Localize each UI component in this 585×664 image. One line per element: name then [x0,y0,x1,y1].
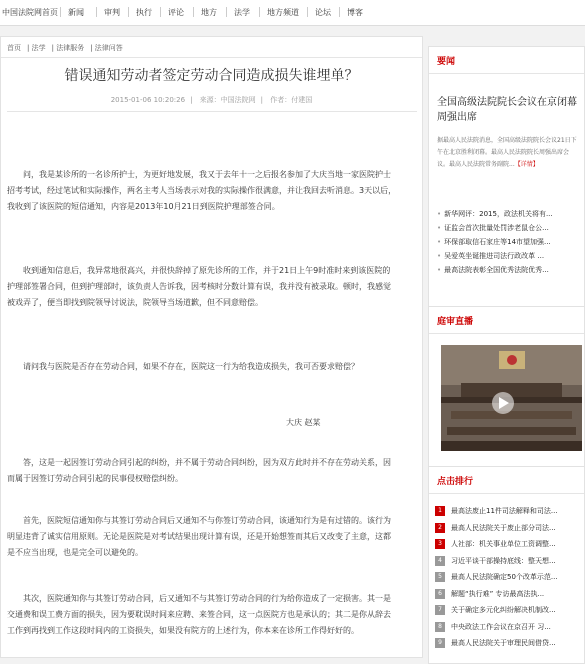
article-paragraph: 收到通知信息后，我异常地很高兴，并很快辞掉了原先诊所的工作，并于21日上午9时准时来到该医院的护理部签署合同，但到护理部时，该负责人告诉我，因考核时分数计算有误，我并没有被录取。顿时，我感觉被戏弄了，便当即找到院领导讨说法，院领导当场道歉，但不同意赔偿。 [7,266,391,307]
live-heading: 庭审直播 [437,317,474,327]
ranking-list-item[interactable]: 9 最高人民法院关于审理民间借贷... [435,635,584,652]
divider [429,73,584,74]
rank-number-badge: 3 [435,539,445,549]
nav-item[interactable]: 执行 [136,8,152,17]
nav-item[interactable]: 评论 [168,8,184,17]
news-headline[interactable]: 全国高级法院院长会议在京闭幕 周强出席 [437,97,577,123]
breadcrumb-law[interactable]: 法学 [31,44,46,52]
rank-number-badge: 9 [435,638,445,648]
article-paragraph: 问，我是某诊所的一名诊所护士，为更好地发展，我又于去年十一之后报名参加了大庆当地一家医院护士招考考试，经过笔试和实际操作，两名主考人当场表示对我的实际操作很满意，并让我回去听消息。3天以后，我收到了该医院的短信通知，内容是2013年10月21日到医院护理部签合同。 [7,170,397,211]
ranking-list-item[interactable]: 7 关于确定多元化纠纷解决机制改... [435,602,584,619]
nav-separator [160,7,161,17]
nav-separator [96,7,97,17]
bullet-icon: • [437,252,442,260]
nav-separator [226,7,227,17]
news-box [428,46,585,316]
rank-number-badge: 8 [435,622,445,632]
ranking-list-item[interactable]: 4 习近平谈干部操持底线：整天想... [435,553,584,570]
article-panel [0,36,423,658]
nav-separator [307,7,308,17]
bullet-icon: • [437,224,442,232]
news-list-item[interactable]: • 新华网评：2015，政法机关将有... [437,210,553,218]
ranking-list-item[interactable]: 8 中央政法工作会议在京召开 习... [435,619,584,636]
article-signature: 大庆 赵某 [286,418,321,427]
article-paragraph: 首先，医院短信通知你与其签订劳动合同后又通知不与你签订劳动合同，该通知行为是有过错的。该行为明显违背了诚实信用原则。无论是医院是对考试结果出现计算有误，还是开始想签而其后又改变了主意，这都是不应当出现，也是完全可以避免的。 [7,516,391,557]
ranking-list [435,503,584,652]
divider [7,111,417,112]
courtroom-video-thumbnail[interactable] [441,345,582,451]
article-source: 来源：中国法院网 [199,96,256,104]
ranking-list-item[interactable]: 6 解题“执行难” 专访最高法执... [435,586,584,603]
news-list-item[interactable]: • 最高法院表彰全国优秀法院优秀... [437,266,549,274]
nav-separator [259,7,260,17]
rank-number-badge: 6 [435,589,445,599]
breadcrumb-home[interactable]: 首页 [7,44,21,52]
news-list-item[interactable]: • 证监会首次批量处罚涉老鼠仓公... [437,224,549,232]
breadcrumb-legal-qa[interactable]: 法律问答 [94,44,123,52]
ranking-list-item[interactable]: 3 人社部：机关事业单位工资调整... [435,536,584,553]
ranking-heading: 点击排行 [437,477,474,487]
nav-item[interactable]: 新闻 [68,8,84,17]
news-list-item[interactable]: • 吴爱英坐诞推进司法行政改革 ... [437,252,545,260]
nav-item[interactable]: 中国法院网首页 [2,8,58,17]
nav-separator [339,7,340,17]
rank-number-badge: 4 [435,556,445,566]
courtroom-scene [441,345,582,451]
article-paragraph: 其次，医院通知你与其签订劳动合同，后又通知不与其签订劳动合同的行为给你造成了一定损害。其一是交通费和误工费方面的损失，因为要耽误时间来应聘、来签合同，这一点医院方也是承认的；其二是你从辞去工作到再找到工作这段时间内的工资损失，如果没有院方的上述行为，你本来在诊所工作得好好的。 [7,594,391,635]
ranking-list-item[interactable]: 2 最高人民法院关于废止部分司法... [435,520,584,537]
bullet-icon: • [437,238,442,246]
rank-number-badge: 2 [435,523,445,533]
nav-separator [128,7,129,17]
live-box [428,306,585,470]
nav-item[interactable]: 法学 [234,8,250,17]
ranking-list-item[interactable]: 5 最高人民法院确定50个改革示范... [435,569,584,586]
nav-item[interactable]: 论坛 [315,8,331,17]
article-paragraph: 答，这是一起因签订劳动合同引起的纠纷，并不属于劳动合同纠纷，因为双方此时并不存在劳动关系，因而属于因签订劳动合同引起的民事侵权赔偿纠纷。 [7,458,391,483]
divider [1,57,422,58]
nav-item[interactable]: 博客 [347,8,363,17]
divider [429,333,584,334]
top-navigation-bar [0,0,585,26]
news-more-link[interactable]: 【详情】 [514,161,539,168]
rank-number-badge: 1 [435,506,445,516]
bullet-icon: • [437,266,442,274]
rank-number-badge: 7 [435,605,445,615]
nav-item[interactable]: 地方 [201,8,217,17]
article-title: 错误通知劳动者签定劳动合同造成损失谁埋单？ [64,68,359,84]
rank-number-badge: 5 [435,572,445,582]
article-meta: 2015-01-06 10:20:26 | 来源：中国法院网 | 作者：付建国 [110,96,313,104]
news-summary: 据最高人民法院消息，全国高级法院院长会议21日下午在北京胜利闭幕。最高人民法院院长周强出席会议。最高人民法院常务副院...【详情】 [437,137,577,168]
article-paragraph: 请问我与医院是否存在劳动合同，如果不存在，医院这一行为给我造成损失，我可否要求赔偿？ [23,362,359,371]
news-list [437,207,584,277]
nav-separator [193,7,194,17]
bullet-icon: • [437,210,442,218]
nav-item[interactable]: 地方频道 [267,8,299,17]
divider [429,493,584,494]
nav-separator [60,7,61,17]
article-author: 作者：付建国 [270,96,313,104]
nav-item[interactable]: 审判 [104,8,120,17]
breadcrumb: 首页 | 法学 | 法律服务 | 法律问答 [7,44,123,52]
article-date: 2015-01-06 10:20:26 [110,96,186,104]
ranking-box [428,466,585,664]
news-heading: 要闻 [437,57,456,67]
breadcrumb-legal-service[interactable]: 法律服务 [56,44,85,52]
news-list-item[interactable]: • 环保部取信石家庄等14市望加强... [437,238,551,246]
ranking-list-item[interactable]: 1 最高法废止11件司法解释和司法... [435,503,584,520]
sidebar [428,36,585,656]
